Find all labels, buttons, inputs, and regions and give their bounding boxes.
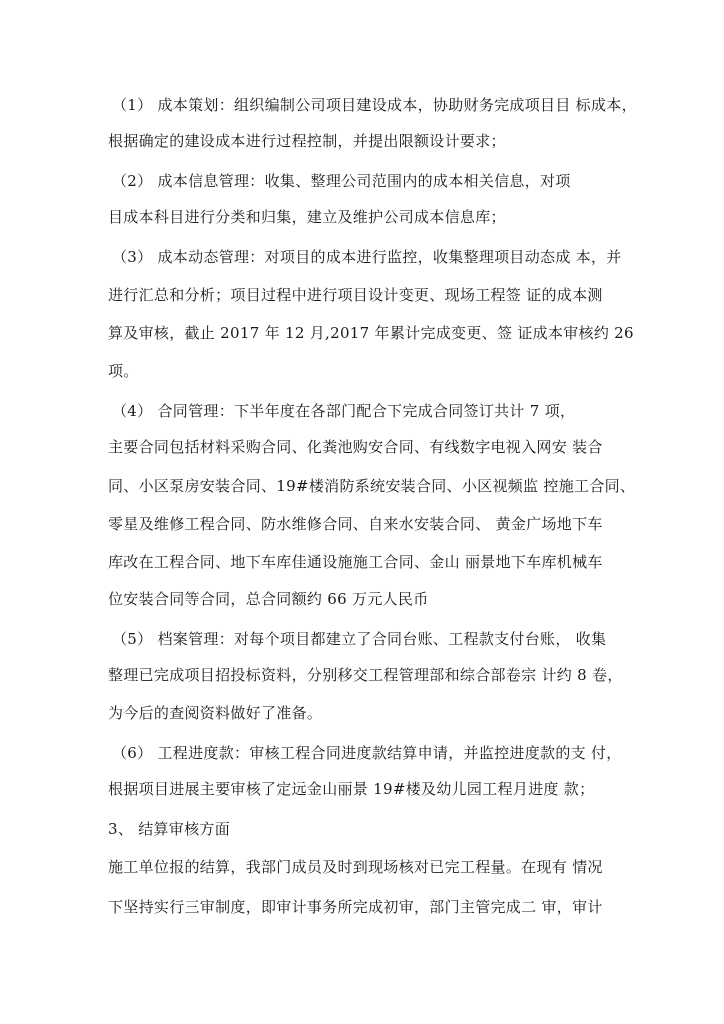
text-line: 主要合同包括材料采购合同、化粪池购安合同、有线数字电视入网安 装合 — [108, 438, 603, 456]
text-line: 算及审核，截止 2017 年 12 月,2017 年累计完成变更、签 证成本审核约 26 — [108, 324, 634, 342]
text-line: （6） 工程进度款：审核工程合同进度款结算申请，并监控进度款的支 付， — [112, 744, 622, 762]
text-line: （2） 成本信息管理：收集、整理公司范围内的成本相关信息，对项 — [112, 172, 571, 190]
text-line: 下坚持实行三审制度，即审计事务所完成初审，部门主管完成二 审，审计 — [108, 898, 603, 916]
text-line: 项。 — [108, 362, 139, 380]
text-line: 整理已完成项目招投标资料，分别移交工程管理部和综合部卷宗 计约 8 卷， — [108, 666, 623, 684]
text-line: 根据项目进展主要审核了定远金山丽景 19#楼及幼儿园工程月进度 款； — [108, 780, 595, 798]
text-line: 施工单位报的结算，我部门成员及时到现场核对已完工程量。在现有 情况 — [108, 858, 603, 876]
text-line: 同、小区泵房安装合同、19#楼消防系统安装合同、小区视频监 控施工合同、 — [108, 477, 636, 495]
text-line: （4） 合同管理：下半年度在各部门配合下完成合同签订共计 7 项， — [112, 402, 576, 420]
text-line: 为今后的查阅资料做好了准备。 — [108, 704, 323, 722]
text-line: （3） 成本动态管理：对项目的成本进行监控，收集整理项目动态成 本，并 — [112, 248, 622, 266]
text-line: 进行汇总和分析；项目过程中进行项目设计变更、现场工程签 证的成本测 — [108, 286, 603, 304]
text-line: （1） 成本策划：组织编制公司项目建设成本，协助财务完成项目目 标成本， — [112, 96, 637, 114]
text-line: 库改在工程合同、地下车库佳通设施施工合同、金山 丽景地下车库机械车 — [108, 553, 603, 571]
text-line: （5） 档案管理：对每个项目都建立了合同台账、工程款支付台账， 收集 — [112, 630, 607, 648]
section-heading: 3、 结算审核方面 — [108, 820, 231, 838]
text-line: 目成本科目进行分类和归集，建立及维护公司成本信息库； — [108, 208, 506, 226]
text-line: 位安装合同等合同，总合同额约 66 万元人民币 — [108, 590, 429, 608]
text-line: 零星及维修工程合同、防水维修合同、自来水安装合同、 黄金广场地下车 — [108, 515, 603, 533]
text-line: 根据确定的建设成本进行过程控制，并提出限额设计要求； — [108, 132, 506, 150]
